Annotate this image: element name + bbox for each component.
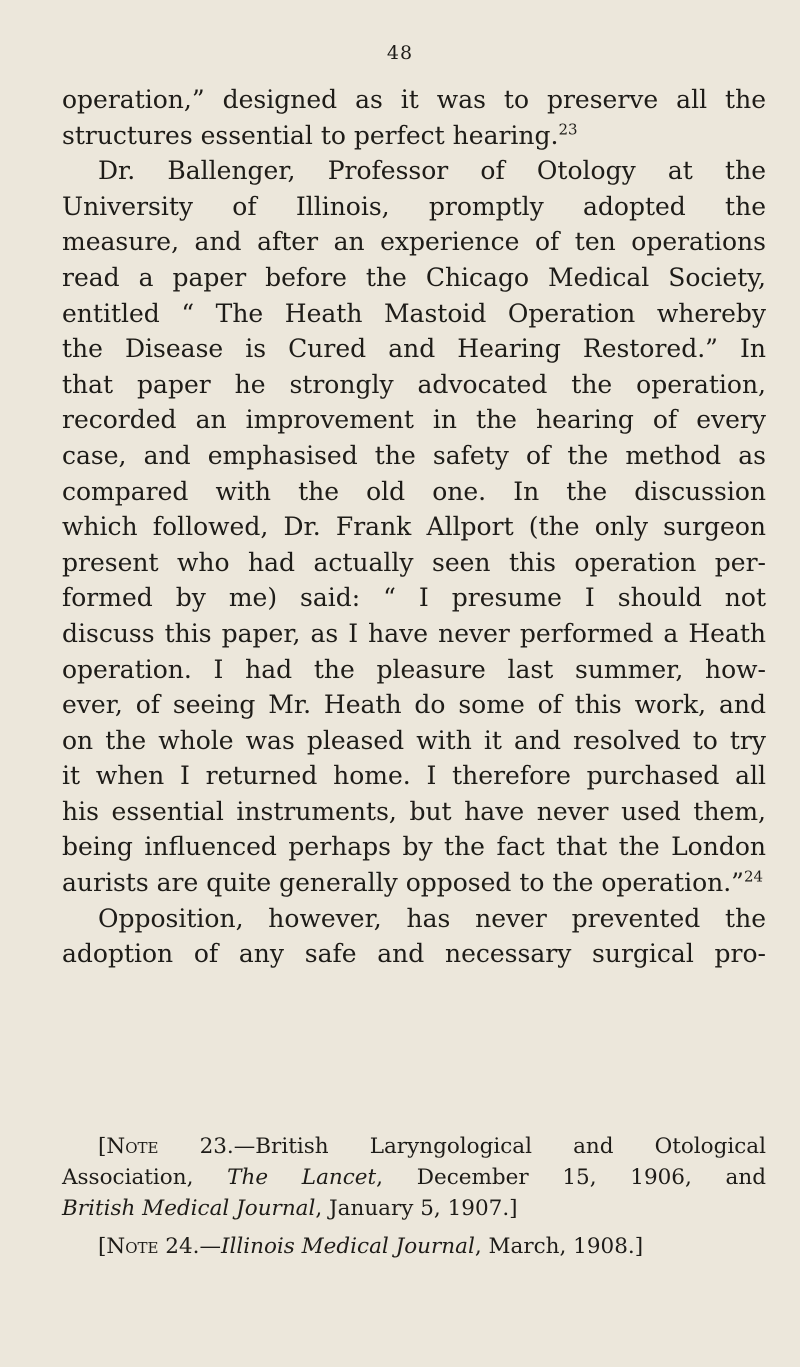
text-line: case, and emphasised the safety of the method as xyxy=(62,440,766,470)
text-line: entitled “ The Heath Mastoid Operation whereby xyxy=(62,298,766,328)
text-line: aurists are quite generally opposed to the operation.”$^{24}$ xyxy=(62,867,764,898)
text-line: being influenced perhaps by the fact that the London xyxy=(62,832,766,862)
text-line: ever, of seeing Mr. Heath do some of this work, and xyxy=(62,690,766,720)
note-23-line: British Medical Journal, January 5, 1907.] xyxy=(62,1196,518,1221)
text-line: on the whole was pleased with it and resolved to try xyxy=(62,725,766,755)
text-line: Dr. Ballenger, Professor of Otology at the xyxy=(98,156,766,186)
text-line: formed by me) said: “ I presume I should not xyxy=(62,583,766,613)
text-line: that paper he strongly advocated the operation, xyxy=(62,369,766,399)
text-line: it when I returned home. I therefore purchased all xyxy=(62,761,766,791)
text-line: measure, and after an experience of ten operations xyxy=(62,227,766,257)
page-number: 48 xyxy=(386,42,414,64)
text-line: read a paper before the Chicago Medical Society, xyxy=(62,262,766,292)
text-line: the Disease is Cured and Hearing Restored.” In xyxy=(62,334,766,364)
text-line: Opposition, however, has never prevented the xyxy=(98,903,766,933)
note-23-line: Association, The Lancet, December 15, 1906, and xyxy=(62,1165,766,1190)
text-line: his essential instruments, but have never used them, xyxy=(62,796,766,826)
text-line: compared with the old one. In the discussion xyxy=(62,476,766,506)
text-line: present who had actually seen this operation per- xyxy=(62,547,766,577)
text-line: structures essential to perfect hearing.$^{23}$ xyxy=(62,120,578,150)
text-line: operation,” designed as it was to preserve all the xyxy=(62,85,766,114)
text-line: which followed, Dr. Frank Allport (the only surgeon xyxy=(62,512,766,542)
text-line: discuss this paper, as I have never performed a Heath xyxy=(62,618,766,648)
text-line: operation. I had the pleasure last summer, how- xyxy=(62,654,766,684)
footnote-ref-23: 23 xyxy=(558,120,578,139)
text-line: recorded an improvement in the hearing of every xyxy=(62,405,766,435)
text-line: adoption of any safe and necessary surgical pro- xyxy=(62,939,766,969)
footnotes xyxy=(62,1131,766,1262)
text-line: University of Illinois, promptly adopted the xyxy=(62,191,766,221)
note-24-line: [Note 24.—Illinois Medical Journal, March, 1908.] xyxy=(98,1234,644,1259)
footnote-ref-24: 24 xyxy=(743,867,764,886)
note-23-line: [Note 23.—British Laryngological and Otological xyxy=(98,1134,766,1159)
body-paragraphs xyxy=(62,82,766,972)
